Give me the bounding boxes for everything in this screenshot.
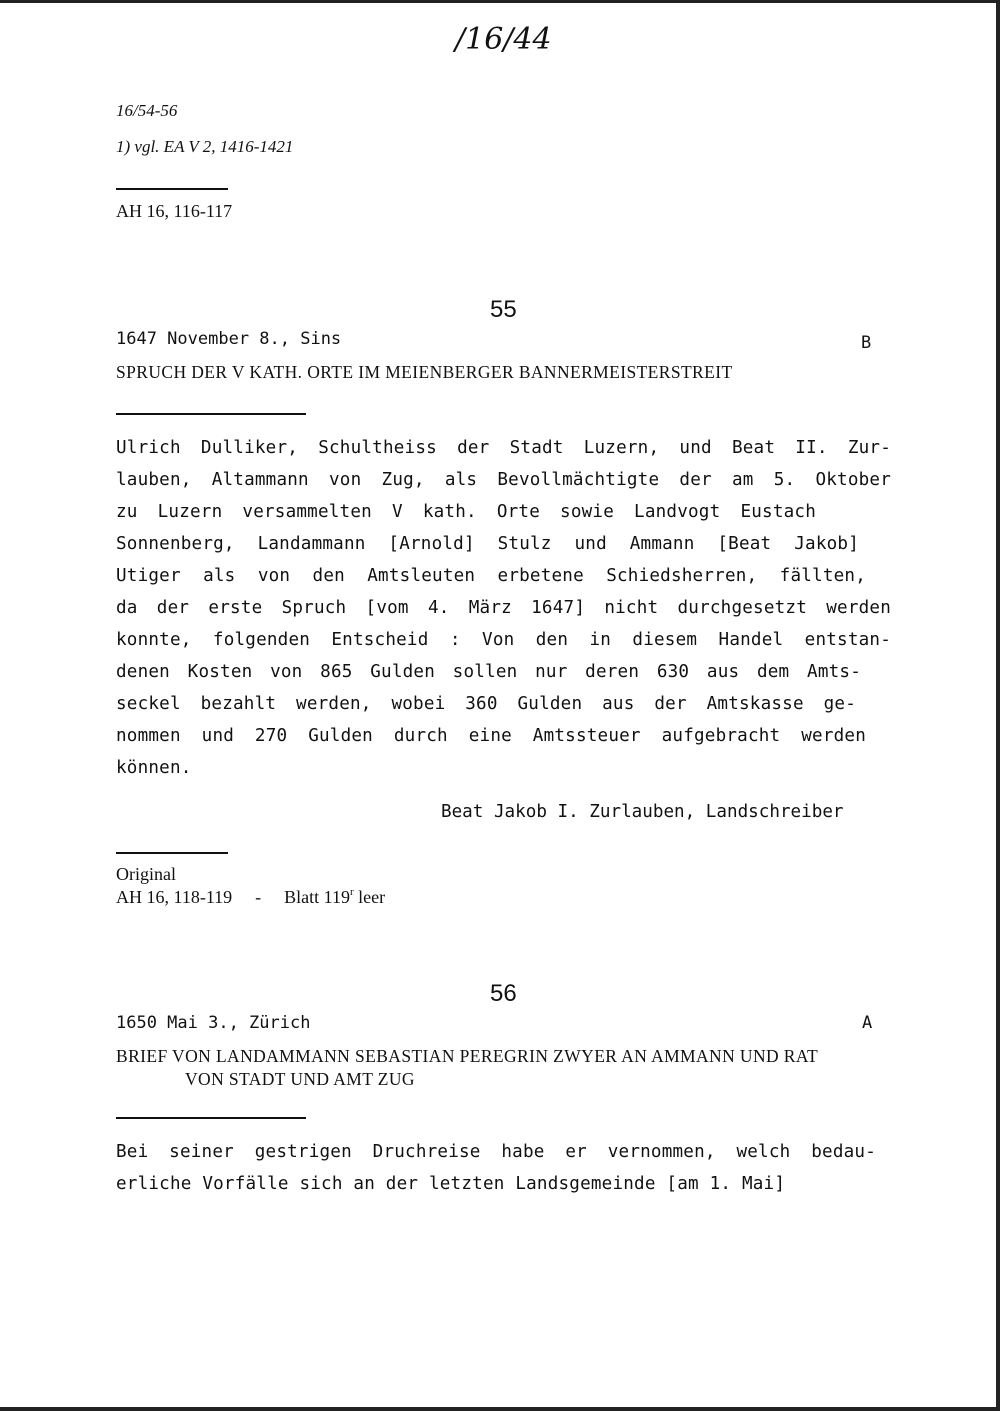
body-line: können. bbox=[116, 758, 192, 778]
source-reference: AH 16, 116-117 bbox=[116, 201, 233, 221]
original-label: Original bbox=[116, 864, 176, 884]
document-number: 55 bbox=[490, 296, 517, 323]
original-reference bbox=[116, 886, 385, 908]
document-marker: A bbox=[862, 1013, 873, 1033]
body-line: da der erste Spruch [vom 4. März 1647] nicht durchgesetzt werden bbox=[116, 598, 891, 618]
body-line: erliche Vorfälle sich an der letzten Landsgemeinde [am 1. Mai] bbox=[116, 1174, 786, 1194]
body-line: lauben, Altammann von Zug, als Bevollmächtigte der am 5. Oktober bbox=[116, 470, 891, 490]
document-date: 1650 Mai 3., Zürich bbox=[116, 1013, 311, 1033]
page-right-edge bbox=[996, 0, 1000, 1411]
folio-superscript: r bbox=[350, 886, 354, 898]
divider-rule bbox=[116, 1117, 306, 1119]
handwritten-page-mark: /16/44 bbox=[455, 22, 552, 57]
body-line: Bei seiner gestrigen Druchreise habe er vernommen, welch bedau- bbox=[116, 1142, 876, 1162]
body-line: seckel bezahlt werden, wobei 360 Gulden aus der Amtskasse ge- bbox=[116, 694, 856, 714]
document-date: 1647 November 8., Sins bbox=[116, 329, 342, 349]
document-title: SPRUCH DER V KATH. ORTE IM MEIENBERGER BANNERMEISTERSTREIT bbox=[116, 362, 733, 382]
document-marker: B bbox=[861, 333, 872, 353]
archive-reference: AH 16, 118-119 bbox=[116, 887, 233, 907]
document-body bbox=[116, 432, 891, 784]
document-title: BRIEF VON LANDAMMANN SEBASTIAN PEREGRIN ZWYER AN AMMANN UND RAT bbox=[116, 1046, 819, 1066]
reference-dash: - bbox=[255, 887, 262, 907]
divider-rule bbox=[116, 852, 228, 854]
folio-label: Blatt 119 bbox=[284, 887, 350, 907]
footnote-reference: 1) vgl. EA V 2, 1416-1421 bbox=[116, 137, 294, 156]
divider-rule bbox=[116, 413, 306, 415]
body-line: zu Luzern versammelten V kath. Orte sowie Landvogt Eustach bbox=[116, 502, 816, 522]
footnote-range: 16/54-56 bbox=[116, 101, 178, 120]
body-line: nommen und 270 Gulden durch eine Amtssteuer aufgebracht werden bbox=[116, 726, 866, 746]
body-line: denen Kosten von 865 Gulden sollen nur deren 630 aus dem Amts- bbox=[116, 662, 861, 682]
document-body bbox=[116, 1136, 876, 1200]
signature: Beat Jakob I. Zurlauben, Landschreiber bbox=[441, 802, 844, 822]
body-line: Sonnenberg, Landammann [Arnold] Stulz und Ammann [Beat Jakob] bbox=[116, 534, 859, 554]
document-title-continued: VON STADT UND AMT ZUG bbox=[185, 1069, 415, 1089]
folio-note: leer bbox=[358, 887, 386, 907]
body-line: Ulrich Dulliker, Schultheiss der Stadt Luzern, und Beat II. Zur- bbox=[116, 438, 891, 458]
divider-rule bbox=[116, 188, 228, 190]
body-line: konnte, folgenden Entscheid : Von den in diesem Handel entstan- bbox=[116, 630, 891, 650]
document-number: 56 bbox=[490, 980, 517, 1007]
page-bottom-edge bbox=[0, 1407, 1000, 1411]
body-line: Utiger als von den Amtsleuten erbetene Schiedsherren, fällten, bbox=[116, 566, 866, 586]
page-top-edge bbox=[0, 0, 1000, 3]
